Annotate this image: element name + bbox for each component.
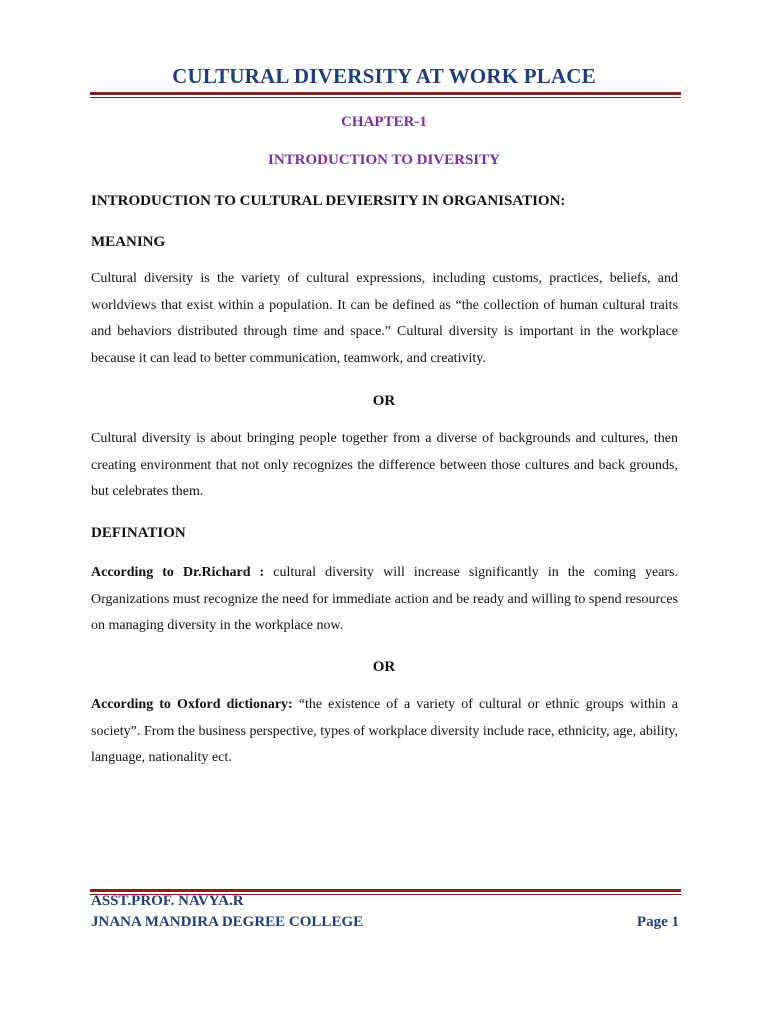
chapter-title: INTRODUCTION TO DIVERSITY — [267, 152, 500, 168]
or-separator-1: OR — [372, 393, 396, 409]
footer-college: JNANA MANDIRA DEGREE COLLEGE — [91, 914, 364, 930]
definition-paragraph-1 — [91, 560, 678, 640]
header-rule — [90, 92, 681, 98]
definition-1-text: cultural diversity will increase significantly in the coming years. Organizations must recognize the need for immediate action and be ready and willing to spend resources on managing diversity in the workplace now. — [91, 565, 679, 634]
definition-2-lead: According to Oxford dictionary: — [91, 697, 293, 712]
footer-author: ASST.PROF. NAVYA.R — [91, 893, 244, 909]
document-header-title: CULTURAL DIVERSITY AT WORK PLACE — [172, 64, 596, 88]
or-separator-2: OR — [372, 659, 396, 675]
definition-1-lead: According to Dr.Richard : — [91, 565, 265, 580]
definition-paragraph-2 — [91, 692, 678, 772]
definition-2-text: “the existence of a variety of cultural or ethnic groups within a society”. From the business perspective, types of workplace diversity include race, ethnicity, age, ability, language, nationality ect. — [91, 697, 678, 766]
meaning-paragraph: Cultural diversity is the variety of cultural expressions, including customs, practices, beliefs, and worldviews that exist within a population. It can be defined as “the collection of human cultural traits and behaviors distributed through time and space.” Cultural diversity is important in the workplace because it can lead to better communication, teamwork, and creativity. — [91, 271, 678, 367]
footer-page-number: Page 1 — [636, 914, 679, 930]
meaning-paragraph-2: Cultural diversity is about bringing people together from a diverse of backgrounds and cultures, then creating environment that not only recognizes the difference between those cultures and back grounds, but celebrates them. — [91, 431, 678, 500]
chapter-label: CHAPTER-1 — [341, 114, 427, 130]
meaning-heading: MEANING — [91, 234, 166, 250]
definition-heading: DEFINATION — [91, 525, 186, 541]
section-heading: INTRODUCTION TO CULTURAL DEVIERSITY IN ORGANISATION: — [91, 193, 566, 209]
